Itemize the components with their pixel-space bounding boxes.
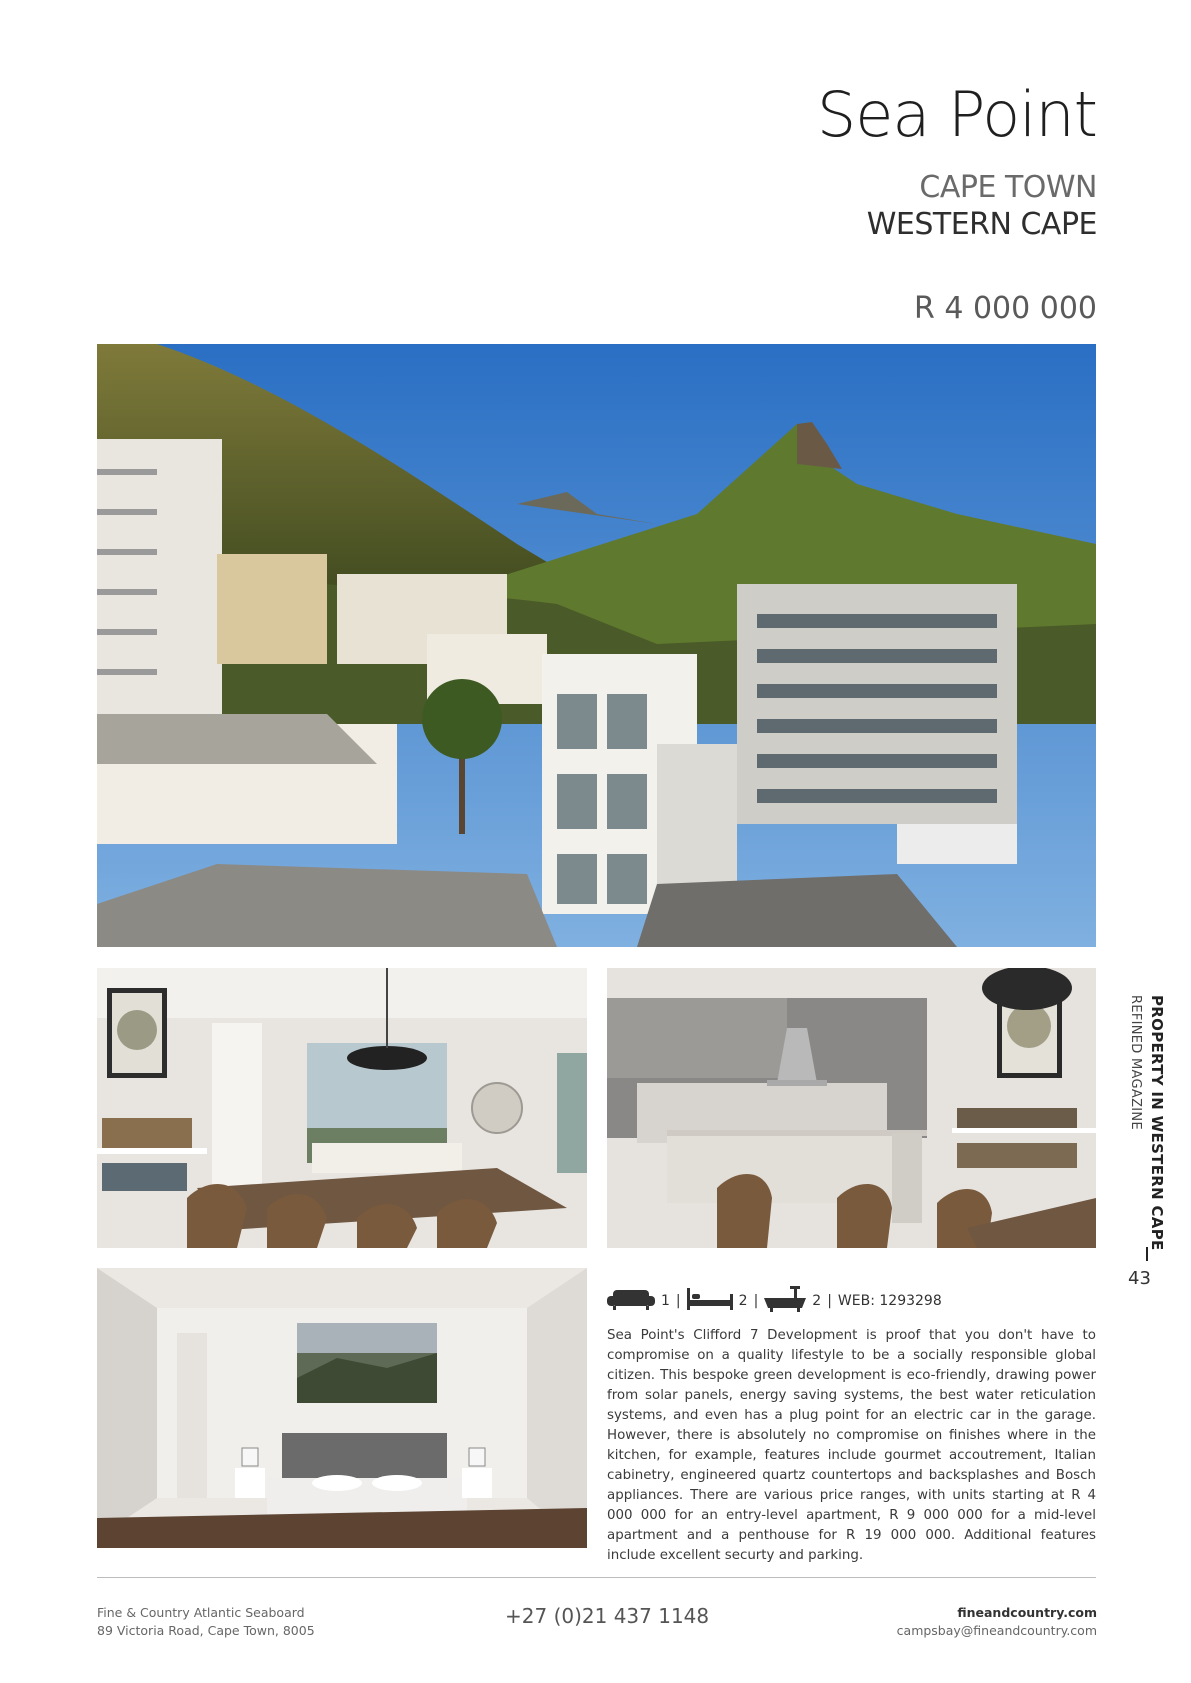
page-title: Sea Point [816,78,1097,151]
property-price: R 4 000 000 [913,291,1097,326]
separator: | [827,1293,832,1309]
page-number: 43 [1128,1268,1151,1289]
city-subtitle: CAPE TOWN [919,170,1097,205]
office-address: 89 Victoria Road, Cape Town, 8005 [97,1623,315,1638]
property-description: Sea Point's Clifford 7 Development is proof that you don't have to compromise on a quality lifestyle to be a socially responsible global citizen. This bespoke green development is eco-friendly, drawing power from solar panels, energy saving systems, the best water reticulation systems, and even has a plug point for an electric car in the garage. However, there is absolutely no compromise on finishes where in the kitchen, for example, features include gourmet accoutrement, Italian cabinetry, engineered quartz countertops and backsplashes and Bosch appliances. There are various price ranges, with units starting at R 4 000 000 for an entry-level apartment, R 9 000 000 for a mid-level apartment and a penthouse for R 19 000 000. Additional features include excellent securty and parking. [607,1328,1096,1563]
phone-number[interactable]: +27 (0)21 437 1148 [505,1604,710,1628]
separator: | [675,1293,681,1309]
bed-icon [687,1288,733,1314]
separator: | [753,1293,759,1309]
province-subtitle: WESTERN CAPE [866,207,1097,242]
office-name: Fine & Country Atlantic Seaboard [97,1605,305,1620]
website-link[interactable]: fineandcountry.com [957,1605,1097,1620]
web-reference: WEB: 1293298 [837,1293,942,1309]
kitchen-photo [607,968,1096,1248]
magazine-label: REFINED MAGAZINE [1128,995,1143,1130]
sofa-icon [607,1288,655,1314]
divider [1146,1247,1148,1261]
contact-details [897,1604,1097,1640]
living-room-photo [97,968,587,1248]
bathroom-count: 2 [812,1293,822,1309]
section-label: PROPERTY IN WESTERN CAPE [1148,995,1166,1251]
email-link[interactable]: campsbay@fineandcountry.com [896,1623,1097,1638]
footer-rule [97,1577,1096,1578]
hero-photo [97,344,1096,947]
bedroom-photo [97,1268,587,1548]
office-details [97,1604,315,1640]
bedroom-count: 2 [738,1293,748,1309]
property-specs [607,1287,942,1315]
bath-icon [764,1286,806,1316]
reception-count: 1 [661,1293,670,1309]
